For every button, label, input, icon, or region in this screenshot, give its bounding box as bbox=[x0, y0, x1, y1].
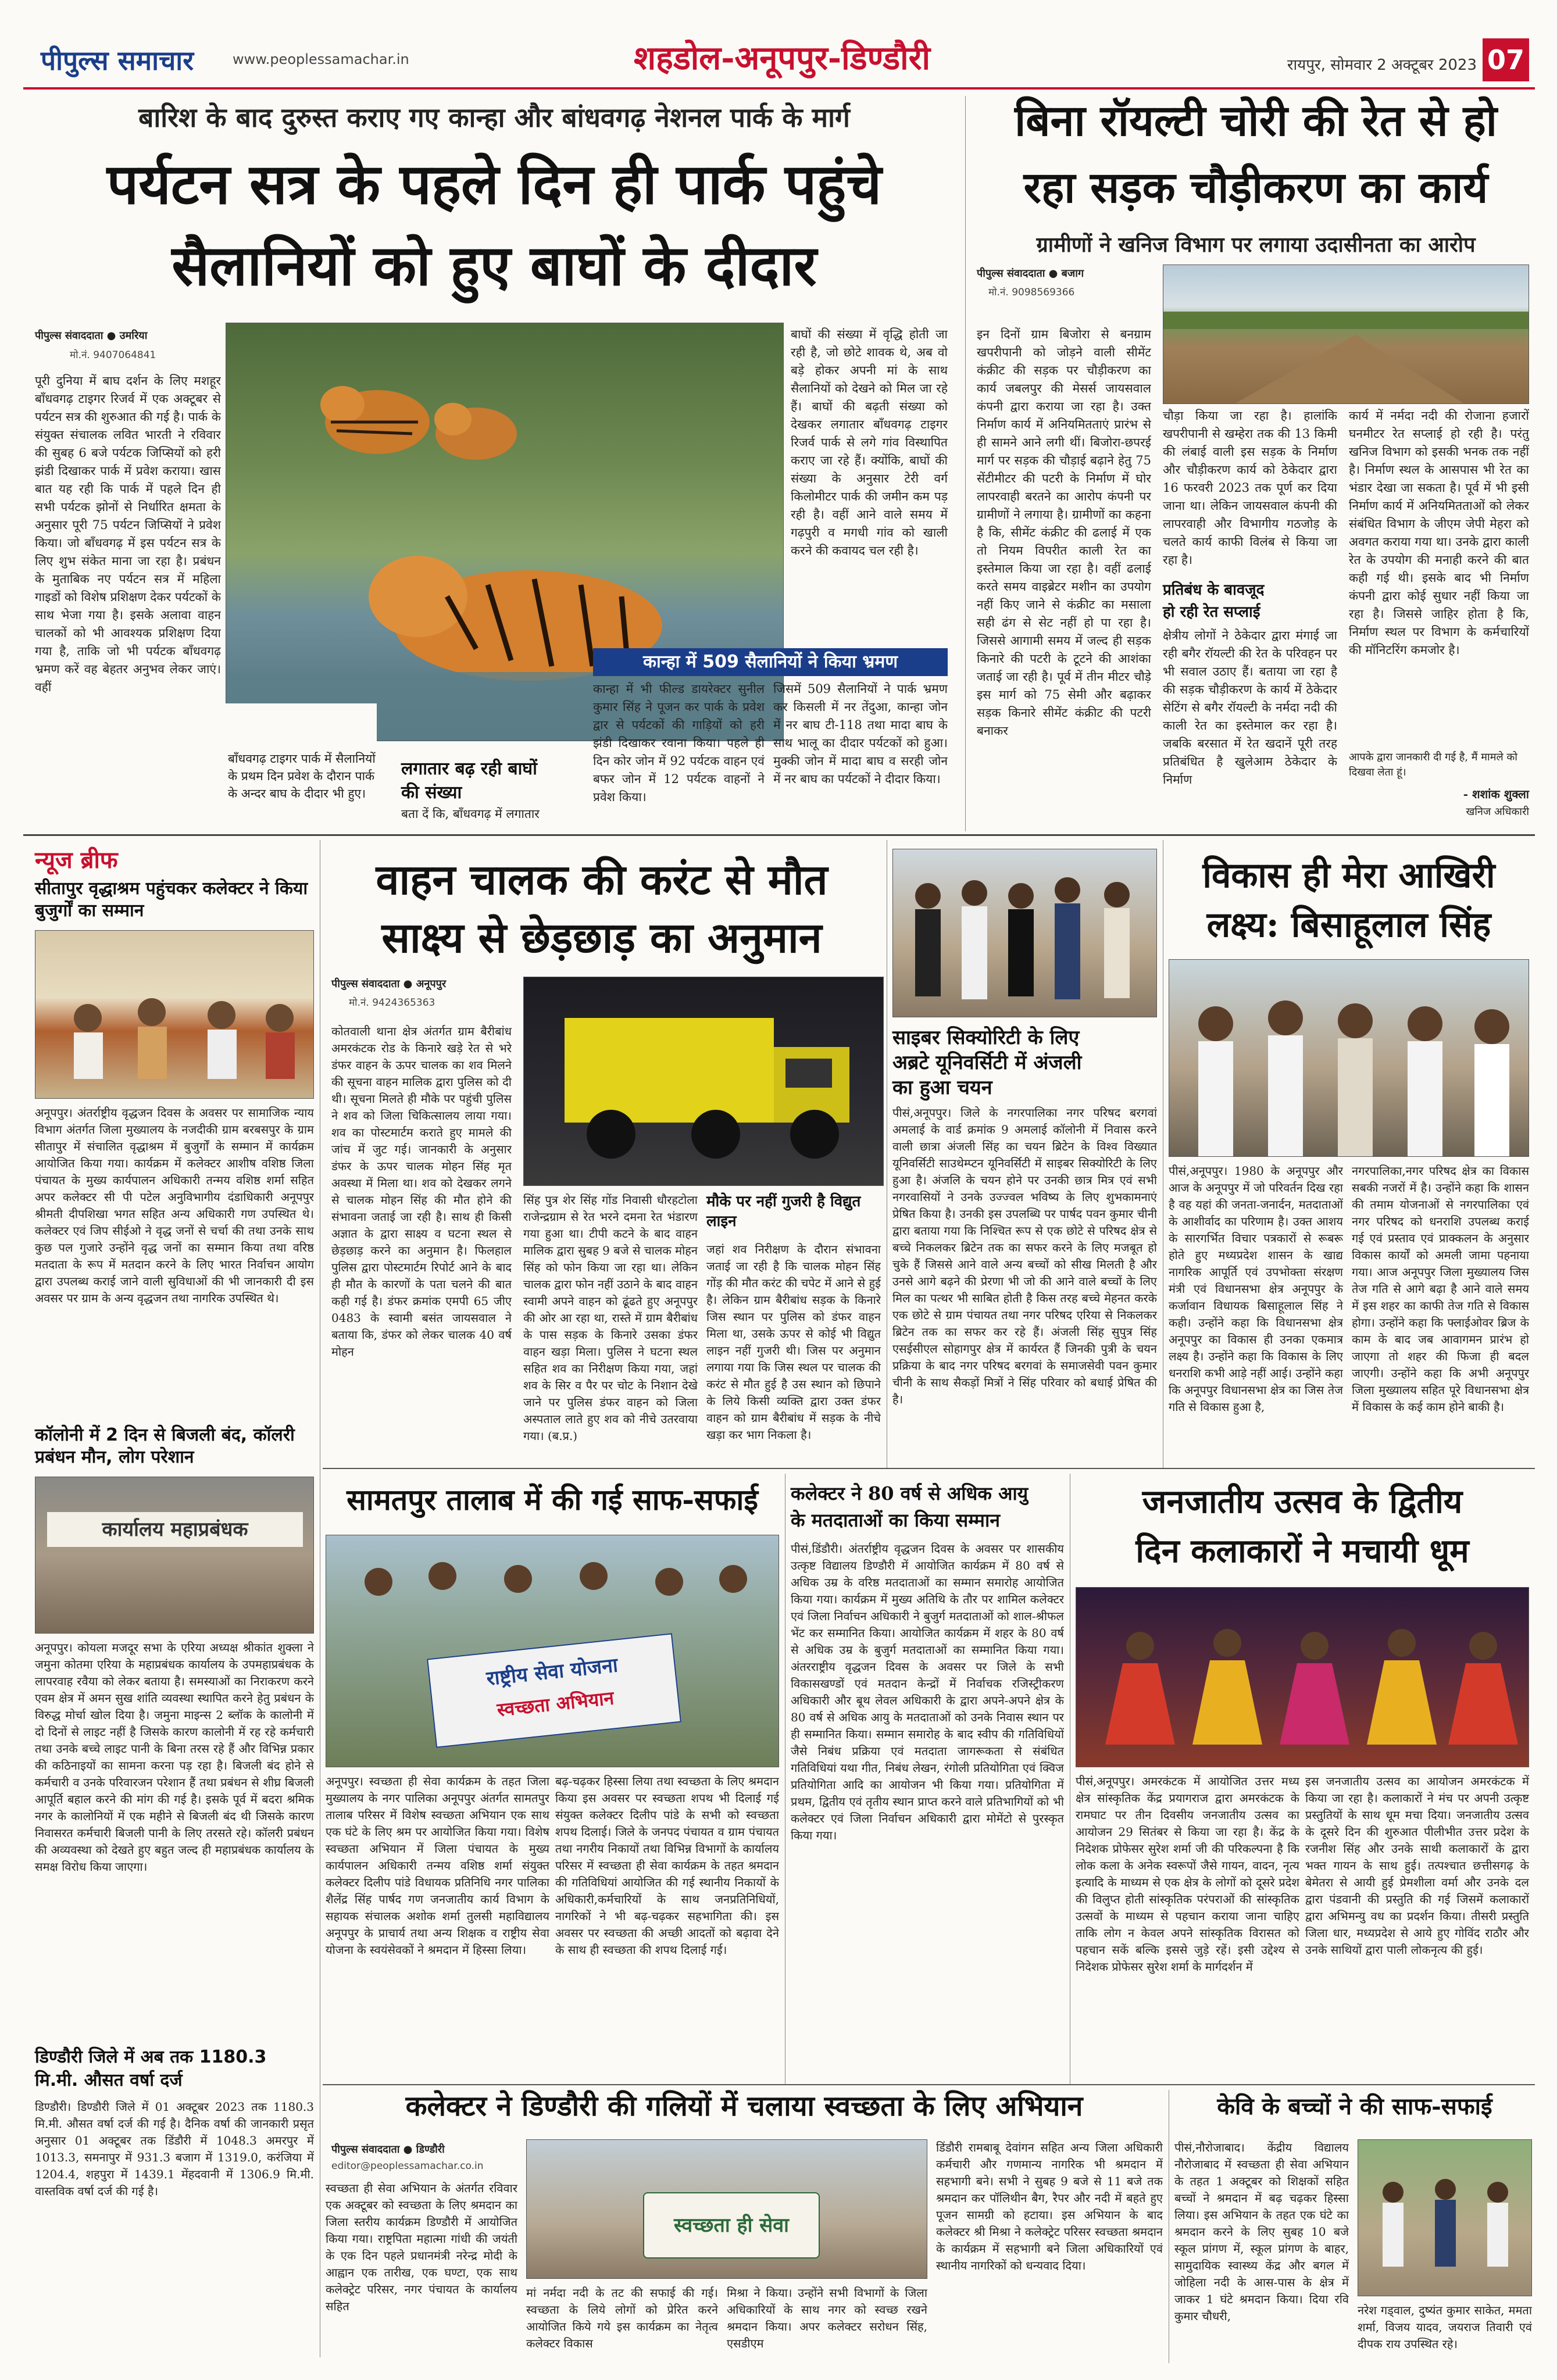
kanha-inset-band: कान्हा में 509 सैलानियों ने किया भ्रमण bbox=[593, 648, 948, 676]
lead-byline: पीपुल्स संवाददाता ● उमरिया bbox=[35, 330, 148, 342]
driver-photo-dumper bbox=[523, 977, 884, 1186]
lead-photo-caption: बाँधवगढ़ टाइगर पार्क में सैलानियों के प्रथम दिन प्रवेश के दौरान पार्क के अन्दर बाघ के दीदार भी हुए। bbox=[228, 752, 376, 801]
driver-mobile: मो.नं. 9424365363 bbox=[349, 997, 435, 1009]
dindori-byline: पीपुल्स संवाददाता ● डिण्डौरी bbox=[331, 2143, 445, 2156]
group-people-illustration bbox=[893, 849, 1157, 1017]
lead-mobile: मो.नं. 9407064841 bbox=[70, 349, 156, 361]
lead-photo-tigers bbox=[226, 323, 784, 741]
section-rule bbox=[323, 1468, 1535, 1469]
nss-banner-subtitle: स्वच्छता अभियान bbox=[495, 1686, 615, 1721]
dindori-col-2: मां नर्मदा नदी के तट की सफाई की गई। स्वच्छता के लिये लोगों को प्रेरित करने आयोजित किये गये इस कार्यक्रम का नेतृत्व कलेक्टर विकास bbox=[526, 2286, 718, 2350]
press-meet-illustration bbox=[1169, 960, 1529, 1157]
page-number: 07 bbox=[1483, 38, 1529, 81]
kvs-headline: केवि के बच्चों ने की साफ-सफाई bbox=[1217, 2093, 1492, 2120]
royalty-quote: आपके द्वारा जानकारी दी गई है, मैं मामले को दिखवा लेता हूं। bbox=[1349, 751, 1517, 778]
brief-3-title-1: डिण्डौरी जिले में अब तक 1180.3 bbox=[35, 2047, 267, 2067]
nss-banner bbox=[427, 1633, 681, 1748]
brief-1-text: अनूपपुर। अंतर्राष्ट्रीय वृद्धजन दिवस के अवसर पर सामाजिक न्याय विभाग अंतर्गत जिला मुख्यालय के नजदीकी ग्राम बरबसपुर के ग्राम सीतापुर में संचालित वृद्धाश्रम में बुजुर्गों के सम्मान में कार्यक्रम आयोजित किया गया। कार्यक्रम में कलेक्टर आशीष वशिष्ठ जिला पंचायत के मुख्य कार्यपालन अधिकारी तन्मय वशिष्ठ शर्मा सहित अपर कलेक्टर सी पी पटेल अनुविभागीय दंडाधिकारी अनूपपुर श्रीमती दीपशिखा भगत सहित अन्य अधिकारी गण उपस्थित थे। कलेक्टर एवं जिप सीईओ ने वृद्ध जनों से चर्चा की तथा उनके साथ कुछ पल गुजारे उन्होंने वृद्ध जनों का सम्मान किया तथा वरिष्ठ मतदाता के रूप में मतदान करने के लिए भारत निर्वाचन आयोग द्वारा उपलब्ध कराई जाने वाली सुविधाओं की भी जानकारी दी इस अवसर पर ग्राम के अन्य वृद्धजन तथा नागरिक उपस्थित थे। bbox=[35, 1106, 314, 1305]
brief-1-title: सीतापुर वृद्धाश्रम पहुंचकर कलेक्टर ने किया बुजुर्गों का सम्मान bbox=[35, 878, 308, 921]
driver-byline: पीपुल्स संवाददाता ● अनूपपुर bbox=[331, 978, 447, 990]
driver-col-1: कोतवाली थाना क्षेत्र अंतर्गत ग्राम बैरीबांध अमरकंटक रोड के किनारे खड़े रेत से भरे डंफर वाहन के ऊपर चालक का शव मिलने की सूचना वाहन मालिक द्वारा पुलिस को दी थी। सूचना मिलते ही मौके पर पहुंची पुलिस ने शव को जिला चिकित्सालय लाया गया। शव का पोस्टमार्टम कराते हुए मामले की जांच में जुट गई। जानकारी के अनुसार डंफर के ऊपर चालक मोहन सिंह मृत अवस्था में मिला था। शव को देखकर लगने से चालक मोहन सिंह की मौत होने की संभावना जताई जा रही है। साथ ही किसी अज्ञात के द्वारा साक्ष्य व घटना स्थल से छेड़छाड़ करने का अनुमान है। फिलहाल पुलिस द्वारा पोस्टमार्टम रिपोर्ट आने के बाद ही मौत के कारणों के पता चलने की बात कही गई है। डंफर क्रमांक एमपी 65 जीए 0483 के स्वामी बसंत जायसवाल ने बताया कि, डंफर को लेकर चालक 40 वर्ष मोहन bbox=[331, 1024, 512, 1359]
dindori-photo bbox=[526, 2139, 927, 2279]
cyber-headline-3: का हुआ चयन bbox=[892, 1076, 992, 1099]
royalty-headline-1: बिना रॉयल्टी चोरी की रेत से हो bbox=[1015, 96, 1497, 146]
voters-headline-1: कलेक्टर ने 80 वर्ष से अधिक आयु bbox=[791, 1482, 1029, 1505]
royalty-byline: पीपुल्स संवाददाता ● बजाग bbox=[977, 267, 1084, 280]
news-brief-label: न्यूज ब्रीफ bbox=[35, 847, 118, 874]
tribal-col-1: पीसं,अनूपपुर। अमरकंटक में आयोजित उत्तर मध्य क्षेत्र सांस्कृतिक केंद्र प्रयागराज द्वारा अमरकंटक के रामघाट पर तीन दिवसीय जनजातीय उत्सव का आयोजन 29 सितंबर से किया जा रहा है। केंद्र के निदेशक प्रोफेसर सुरेश शर्मा जी की परिकल्पना है कि लोक कला के अनेक स्वरूपों जैसे गायन, वादन, नृत्य इत्यादि के माध्यम से एक क्षेत्र के लोगों को दूसरे प्रदेश की विलुप्त होती सांस्कृतिक परंपराओं की सांस्कृतिक उत्सवों के माध्यम से पहचान कराया जाना चाहिए ताकि लोग न केवल अपने सांस्कृतिक विरासत को पहचान सकें बल्कि इससे जुड़े रहें। इसी उद्देश्य से निदेशक प्रोफेसर सुरेश शर्मा के मार्गदर्शन में bbox=[1076, 1774, 1299, 1974]
column-rule bbox=[965, 96, 966, 831]
students-illustration bbox=[1358, 2140, 1532, 2296]
bisahulal-headline-2: लक्ष्य: बिसाहूलाल सिंह bbox=[1206, 905, 1491, 945]
dindori-col-1: स्वच्छता ही सेवा अभियान के अंतर्गत रविवार एक अक्टूबर को स्वच्छता के लिए श्रमदान का जिला स्तरीय कार्यक्रम डिण्डौरी में आयोजित किया गया। राष्ट्रपिता महात्मा गांधी की जयंती के एक दिन पहले प्रधानमंत्री नरेन्द्र मोदी के आह्वान एक तारीख, एक घण्टा, एक साथ कलेक्ट्रेट परिसर, नगर पंचायत के कार्यालय सहित bbox=[326, 2181, 517, 2313]
cyber-photo-group bbox=[892, 849, 1157, 1017]
dumper-truck-illustration bbox=[524, 977, 884, 1186]
dindori-col-3: मिश्रा ने किया। उन्होंने सभी विभागों के जिला अधिकारियों के साथ नगर को स्वच्छ रखने श्रमदान किया। अपर कलेक्टर सरोधन सिंह, एसडीएम bbox=[727, 2286, 927, 2350]
kanha-inset-right: जिसमें 509 सैलानियों ने पार्क भ्रमण कर किसली में नर तेंदुआ, कान्हा जोन में नर बाघ टी-118 तथा मादा बाघ के साथ भालू का दीदार पर्यटकों को हुआ। मुक्की जोन में मादा बाघ व सरही जोन में नर बाघ का पर्यटकों ने दीदार किया। bbox=[773, 682, 948, 786]
brief-3-title-2: मि.मी. औसत वर्षा दर्ज bbox=[35, 2070, 183, 2090]
bisahulal-headline-1: विकास ही मेरा आखिरी bbox=[1202, 855, 1495, 896]
brief-2-title: कॉलोनी में 2 दिन से बिजली बंद, कॉलरी प्रबंधन मौन, लोग परेशान bbox=[35, 1425, 295, 1467]
lead-kicker: बारिश के बाद दुरुस्त कराए गए कान्हा और बांधवगढ़ नेशनल पार्क के मार्ग bbox=[138, 102, 850, 133]
royalty-photo-sand bbox=[1163, 265, 1529, 404]
dateline: रायपुर, सोमवार 2 अक्टूबर 2023 bbox=[1287, 56, 1477, 74]
royalty-headline-2: रहा सड़क चौड़ीकरण का कार्य bbox=[1023, 163, 1488, 213]
driver-headline-1: वाहन चालक की करंट से मौत bbox=[376, 855, 828, 904]
driver-col-3: जहां शव निरीक्षण के दौरान संभावना जताई जा रही है कि चालक मोहन सिंह गोंड़ की मौत करंट की चपेट में आने से हुई है। लेकिन ग्राम बैरीबांध सड़क के किनारे जिस स्थान पर पुलिस को डंफर वाहन मिला था, उसके ऊपर से कोई भी विद्युत लाइन नहीं गुजरी थी। जिस पर अनुमान लगाया गया कि जिस स्थल पर चालक की करंट से मौत हुई है उस स्थान को छिपाने के लिये किसी व्यक्ति द्वारा उक्त डंफर वाहन को ग्राम बैरीबांध में सड़क के नीचे खड़ा कर भाग निकला है। bbox=[706, 1242, 881, 1442]
tribal-headline-1: जनजातीय उत्सव के द्वितीय bbox=[1142, 1482, 1463, 1521]
elders-illustration bbox=[35, 931, 314, 1099]
kvs-photo bbox=[1358, 2139, 1532, 2296]
section-title: शहडोल-अनूपपुर-डिण्डौरी bbox=[634, 39, 931, 77]
royalty-quote-role: खनिज अधिकारी bbox=[1466, 806, 1529, 818]
dindori-headline: कलेक्टर ने डिण्डौरी की गलियों में चलाया स्वच्छता के लिए अभियान bbox=[405, 2090, 1083, 2122]
royalty-mobile: मो.नं. 9098569366 bbox=[988, 287, 1075, 298]
nss-banner-title: राष्ट्रीय सेवा योजना bbox=[485, 1653, 619, 1691]
bisahulal-col-2: नगरपालिका,नगर परिषद क्षेत्र का विकास सबकी नजरों में है। उन्होंने कहा कि शासन की तमाम योजनाओं से नगरपालिका एवं नगर परिषद को धनराशि उपलब्ध कराई गई एवं प्रस्ताव एवं प्राक्कलन के अनुसार विकास कार्यों को अमली जामा पहनाया गया। आज अनूपपुर जिला मुख्यालय जिस तेज गति से आगे बढ़ा है आने वाले समय में इस शहर का काफी तेज गति से विकास होगा। उन्होंने कहा कि फ्लाईओवर ब्रिज के काम के बाद जब आवागमन प्रारंभ हो जाएगा तो शहर की फिजा ही बदल जाएगी। उन्होंने कहा कि अभी अनूपपुर जिला मुख्यालय सहित पूरे विधानसभा क्षेत्र में विकास के कई काम होने बाकी है। bbox=[1352, 1164, 1529, 1414]
masthead-logo[interactable]: पीपुल्स समाचार bbox=[41, 45, 194, 76]
samatpur-col-2: बढ़-चढ़कर हिस्सा लिया तथा स्वच्छता के लिए श्रमदान किया इस अवसर पर स्वच्छता शपथ भी दिलाई गई संयुक्त कलेक्टर दिलीप पांडे के सभी को स्वच्छता शपथ दिलाई। जिले के जनपद पंचायत व ग्राम पंचायत तथा नगरीय निकायों तथा विभिन्न विभागों के कार्यालय परिसर में स्वच्छता ही सेवा कार्यक्रम के तहत श्रमदान की गतिविधियां आयोजित की गई स्थानीय निकायों के अधिकारी,कर्मचारियों के साथ जनप्रतिनिधियों, नागरिकों ने भी बढ़-चढ़कर सहभागिता की। इस अवसर पर स्वच्छता की अच्छी आदतों को बढ़ावा देने के साथ ही स्वच्छता की शपथ दिलाई गई। bbox=[555, 1774, 779, 1957]
brief-3-text: डिण्डौरी। डिण्डौरी जिले में 01 अक्टूबर 2023 तक 1180.3 मि.मी. औसत वर्षा दर्ज की गई है। दैनिक वर्षा की जानकारी प्रसृत अनुसार 01 अक्टूबर तक डिंडौरी में 1048.3 अमरपुर में 1013.3, समनापुर में 931.3 बजाग में 1319.0, करंजिया में 1204.4, शहपुरा में 1439.1 मेंहदवानी में 1306.9 मि.मी. वास्तविक वर्षा दर्ज की गई है। bbox=[35, 2100, 314, 2198]
samatpur-headline: सामतपुर तालाब में की गई साफ-सफाई bbox=[347, 1482, 758, 1517]
royalty-col-3: कार्य में नर्मदा नदी की रोजाना हजारों घनमीटर रेत सप्लाई हो रही है। परंतु खनिज विभाग को इसकी भनक तक नहीं है। निर्माण स्थल के आसपास भी रेत का भंडार देखा जा सकता है। पूर्व में भी इसी निर्माण कार्य में अनियमितताओं को लेकर संबंधित विभाग के जीएम जेपी मेहरा को अवगत कराया गया था। उनके द्वारा काली रेत के उपयोग की मनाही करने की बात कही गई थी। इसके बाद भी निर्माण कंपनी द्वारा कोई सुधार नहीं किया जा रहा है। जिससे जाहिर होता है कि, निर्माण स्थल पर विभाग के कर्मचारियों की मॉनिटरिंग कमजोर है। bbox=[1349, 409, 1529, 657]
samatpur-photo bbox=[326, 1535, 779, 1767]
lead-sub-kicker: लगातार बढ़ रही बाघों की संख्या bbox=[401, 759, 537, 803]
brief-2-text: अनूपपुर। कोयला मजदूर सभा के एरिया अध्यक्ष श्रीकांत शुक्ला ने जमुना कोतमा एरिया के महाप्रबंधक कार्यालय के उपमहाप्रबंधक के लापरवाह रवैया को लेकर बताया है। समस्याओं का निराकरण करने एवम क्षेत्र में अमन सुख शांति व्यवस्था स्थापित करने हेतु प्रबंधन के विरुद्ध मोर्चा खोल दिया है। जमुना माइन्स 2 ब्लॉक के कालोनी में दो दिनों से लाइट नहीं है जिसके कारण कालोनी में रह रहे कर्मचारी तथा उनके बच्चे लाइट पानी के बिना तरस रहे हैं और विभिन्न प्रकार की कठिनाइयों का सामना करना पड़ रहा है। बिजली बंद होने से कर्मचारी व उनके परिवारजन परेशान हैं तथा प्रबंधन से शीघ्र बिजली आपूर्ति बहाल करने की मांग की गई है। इसके पूर्व में बदरा श्रमिक नगर के कालोनियों में एक महीने से बिजली बंद थी जिसके कारण निवासरत कर्मचारी बिजली पानी के लिए तरसते रहे। कॉलरी प्रबंधन की अव्यवस्था को देखते हुए बहुत जल्द ही महाप्रबंधक कार्यालय के समक्ष विरोध किया जाएगा। bbox=[35, 1641, 314, 1874]
samatpur-col-1: अनूपपुर। स्वच्छता ही सेवा कार्यक्रम के तहत जिला मुख्यालय के नगर पालिका अनूपपुर अंतर्गत सामतपुर तालाब परिसर में विशेष स्वच्छता अभियान एक साथ एक घंटे के लिए श्रम पर आयोजित किया गया। विशेष स्वच्छता अभियान में जिला पंचायत के मुख्य कार्यपालन अधिकारी तन्मय वशिष्ठ शर्मा संयुक्त कलेक्टर दिलीप पांडे विधायक प्रतिनिधि नगर पालिका शैलेंद्र सिंह पार्षद गण जनजातीय कार्य विभाग के सहायक संचालक अशोक शर्मा तुलसी महाविद्यालय अनूपपुर के प्राचार्य तथा अन्य शिक्षक व राष्ट्रीय सेवा योजना के स्वयंसेवकों ने श्रमदान में हिस्सा लिया। bbox=[326, 1774, 549, 1957]
lead-headline-2: सैलानियों को हुए बाघों के दीदार bbox=[172, 233, 817, 298]
tribal-col-2: इस जनजातीय उत्सव का आयोजन अमरकंटक में किया जा रहा है। कलाकारों ने मंच पर अपनी उत्कृष्ट प्रस्तुतियों के साथ धूम मचा दिया। जनजातीय उत्सव के दूसरे दिन की शुरुआत पीलीभीत उत्तर प्रदेश के रजनीश सिंह और उनके साथी कलाकारों के द्वारा भक्त गायन के साथ हुई। तत्पश्चात छत्तीसगढ़ के बेमेतरा से आयी हुई प्रेमशीला वर्मा और उनके दल द्वारा पंडवानी की प्रस्तुति की गई जिसमें कलाकारों द्वारा अभिमन्यु वध का प्रदर्शन किया। तीसरी प्रस्तुति जिला धार, मध्यप्रदेश से आये हुए गोविंद राठौर और उनके साथियों द्वारा पाली लोकनृत्य की हुई। bbox=[1305, 1774, 1529, 1957]
royalty-col-1: इन दिनों ग्राम बिजोरा से बनग्राम खपरीपानी को जोड़ने वाली सीमेंट कंक्रीट की सड़क पर चौड़ीकरण का कार्य जबलपुर की मेसर्स जायसवाल कंपनी द्वारा कराया जा रहा है। उक्त निर्माण कार्य में अनियमितताएं प्रारंभ से ही सामने आने लगी थीं। बिजोरा-छपरई मार्ग पर सड़क की चौड़ाई बढ़ाने हेतु 75 सेंटीमीटर की पटरी के निर्माण में घोर लापरवाही बरतने का आरोप कंपनी पर ग्रामीणों ने लगाया है। ग्रामीणों का कहना है कि, सीमेंट कंक्रीट की ढलाई में एक तो नियम विपरीत काली रेत का इस्तेमाल किया जा रहा है। वहीं ढलाई करते समय वाइब्रेटर मशीन का उपयोग नहीं किए जाने से कंक्रीट का मसाला सही ढंग से सेट नहीं हो पा रहा है। जिससे आगामी समय में जल्द ही सड़क किनारे की पटरी के टूटने की आशंका जताई जा रही है। पूर्व में तीन मीटर चौड़े इस मार्ग को 75 सेमी और बढ़ाकर सड़क किनारे सीमेंट कंक्रीट की पटरी बनाकर bbox=[977, 327, 1151, 738]
masthead-rule bbox=[23, 87, 1535, 90]
lead-col-3: बाघों की संख्या में वृद्धि होती जा रही है, जो छोटे शावक थे, अब वो बड़े होकर अपनी मां के साथ सैलानियों को देखने को मिल जा रहे हैं। बाघों की बढ़ती संख्या को देखकर लगातार बाँधवगढ़ टाइगर रिजर्व पार्क से लगे गांव विस्थापित कराए जा रहे हैं। क्योंकि, बाघों की संख्या के अनुसार टेरी वर्ग किलोमीटर पार्क की जमीन कम पड़ रही है। वहीं आने वाले समय में गढ़पुरी व मगधी गांव को खाली करने की कवायद चल रही है। bbox=[791, 327, 948, 558]
brief-2-photo bbox=[35, 1477, 314, 1634]
bisahulal-photo bbox=[1169, 959, 1529, 1157]
section-rule bbox=[323, 2084, 1535, 2085]
driver-col-2: सिंह पुत्र शेर सिंह गोंड निवासी धौरहटोला राजेन्द्रग्राम से रेत भरने दमना रेत भंडारण गया हुआ था। टीपी कटने के बाद वाहन मालिक द्वारा सुबह 9 बजे से चालक मोहन सिंह को फोन किया जा रहा था। लेकिन चालक द्वारा फोन नहीं उठाने के बाद वाहन स्वामी अपने वाहन को ढूंढते हुए अनूपपुर की ओर आ रहा था, रास्ते में ग्राम बैरीबांध के पास सड़क के किनारे उसका डंफर वाहन खड़ा मिला। पुलिस ने घटना स्थल सहित शव का निरीक्षण किया गया, जहां शव के सिर व पैर पर चोट के निशान देखे जाने पर पुलिस डंफर वाहन को जिला अस्पताल लाते हुए शव को नीचे उतरवाया गया। (ब.प्र.) bbox=[523, 1193, 698, 1443]
driver-headline-2: साक्ष्य से छेड़छाड़ का अनुमान bbox=[381, 913, 822, 962]
kanha-inset-left: कान्हा में भी फील्ड डायरेक्टर सुनील कुमार सिंह ने पूजन कर पार्क के प्रवेश द्वार से पर्यटकों की गाड़ियों को हरी झंडी दिखाकर रवाना किया। पहले ही दिन कोर जोन में 92 पर्यटक वाहन एवं बफर जोन में 12 पर्यटक वाहनों ने प्रवेश किया। bbox=[593, 682, 765, 804]
lead-headline-1: पर्यटन सत्र के पहले दिन ही पार्क पहुंचे bbox=[106, 151, 882, 217]
lead-sub-text: बता दें कि, बाँधवगढ़ में लगातार bbox=[401, 807, 540, 821]
kvs-text-2: नरेश गड्वाल, दुष्यंत कुमार साकेत, ममता शर्मा, विजय यादव, जयराज तिवारी एवं दीपक राय उपस्थित रहे। bbox=[1358, 2303, 1532, 2351]
driver-sub-kicker: मौके पर नहीं गुजरी है विद्युत लाइन bbox=[706, 1193, 861, 1230]
cyber-headline-1: साइबर सिक्योरिटी के लिए bbox=[892, 1026, 1080, 1049]
section-rule bbox=[23, 834, 1535, 836]
brief-1-photo bbox=[35, 930, 314, 1099]
royalty-quote-name: - शशांक शुक्ला bbox=[1463, 787, 1529, 801]
voters-headline-2: के मतदाताओं का किया सम्मान bbox=[791, 1509, 1000, 1531]
dindori-col-4: डिंडौरी रामबाबू देवांगन सहित अन्य जिला अधिकारी कर्मचारी और गणमान्य नागरिक भी श्रमदान में सहभागी बने। सभी ने सुबह 9 बजे से 11 बजे तक श्रमदान कर पॉलिथीन बैग, रैपर और नदी में बहते हुए पूजन सामग्री को हटाया। इस अभियान के बाद कलेक्टर श्री मिश्रा ने कलेक्ट्रेट परिसर स्वच्छता श्रमदान के कार्यक्रम में सहभागी बने जिला अधिकारियों एवं स्थानीय नागरिकों को धन्यवाद दिया। bbox=[936, 2140, 1163, 2272]
royalty-sub-kicker-2: हो रही रेत सप्लाई bbox=[1163, 603, 1260, 621]
tribal-headline-2: दिन कलाकारों ने मचायी धूम bbox=[1135, 1532, 1469, 1570]
office-signboard: कार्यालय महाप्रबंधक bbox=[47, 1512, 303, 1547]
dancers-illustration bbox=[1076, 1588, 1529, 1767]
tiger-illustration bbox=[226, 323, 784, 741]
swachhata-banner: स्वच्छता ही सेवा bbox=[643, 2192, 820, 2259]
bisahulal-col-1: पीसं,अनूपपुर। 1980 के अनूपपुर और आज के अनूपपुर में जो परिवर्तन दिख रहा है वह यहां की जनता-जनार्दन, मतदाताओं के आशीर्वाद का परिणाम है। उक्त आशय के सारगर्भित विचार पत्रकारों से रूबरू होते हुए मध्यप्रदेश शासन के खाद्य नागरिक आपूर्ति एवं उपभोक्ता संरक्षण मंत्री एवं विधानसभा क्षेत्र अनूपपुर के कर्जावान विधायक बिसाहूलाल सिंह ने कही। उन्होंने कहा कि विधानसभा क्षेत्र अनूपपुर का विकास ही उनका एकमात्र लक्ष्य है। उन्होंने कहा कि विकास के लिए धनराशि कभी आड़े नहीं आई। उन्होंने कहा कि अनूपपुर विधानसभा क्षेत्र का जिस तेज गति से विकास हुआ है, bbox=[1169, 1164, 1343, 1414]
sand-pile-illustration bbox=[1163, 265, 1529, 404]
royalty-kicker: ग्रामीणों ने खनिज विभाग पर लगाया उदासीनता का आरोप bbox=[1036, 233, 1476, 257]
dindori-email[interactable]: editor@peoplessamachar.co.in bbox=[331, 2160, 484, 2172]
voters-text: पीसं,डिंडौरी। अंतर्राष्ट्रीय वृद्धजन दिवस के अवसर पर शासकीय उत्कृष्ट विद्यालय डिण्डौरी में आयोजित कार्यक्रम में 80 वर्ष से अधिक उम्र के वरिष्ठ मतदाताओं का सम्मान समारोह आयोजित किया गया। कार्यक्रम में मुख्य अतिथि के तौर पर शामिल कलेक्टर एवं जिला निर्वाचन अधिकारी ने बुजुर्ग मतदाताओं को शाल-श्रीफल भेंट कर सम्मानित किया। आयोजित कार्यक्रम में शहर के 80 वर्ष से अधिक उम्र के बुजुर्ग मतदाताओं का सम्मानित किया गया। अंतरराष्ट्रीय वृद्धजन दिवस के अवसर पर जिले के सभी विकासखण्डों एवं मतदान केन्द्रों में निर्वाचक रजिस्ट्रीकरण अधिकारी और बूथ लेवल अधिकारी के द्वारा अपने-अपने क्षेत्र के 80 वर्ष से अधिक आयु के मतदाताओं को उनके निवास स्थान पर ही सम्मानित किया। सम्मान समारोह के बाद स्वीप की गतिविधियों जैसे निबंध प्रक्रिया एवं मतदाता जागरूकता से संबंधित गतिविधियां यथा गीत, निबंध लेखन, रंगोली प्रतियोगिता एवं क्विज प्रतियोगिता आदि का आयोजन भी किया गया। प्रतियोगिता में प्रथम, द्वितीय एवं तृतीय स्थान प्राप्त करने वाले प्रतिभागियों को भी कलेक्टर एवं जिला निर्वाचन अधिकारी द्वारा मोमेंटो से पुरस्कृत किया गया। bbox=[791, 1542, 1064, 1842]
royalty-col-2b: क्षेत्रीय लोगों ने ठेकेदार द्वारा मंगाई जा रही बगैर रॉयल्टी की रेत के परिवहन पर भी सवाल उठाए हैं। बताया जा रहा है की सड़क चौड़ीकरण के कार्य में ठेकेदार सेटिंग से बगैर रॉयल्टी के नर्मदा नदी की काली रेत का इस्तेमाल कर रहा है। जबकि बरसात में रेत खदानें पूरी तरह प्रतिबंधित है खुलेआम ठेकेदार के निर्माण bbox=[1163, 628, 1337, 787]
volunteers-illustration bbox=[326, 1535, 779, 1646]
royalty-col-2: चौड़ा किया जा रहा है। हालांकि खपरीपानी से खम्हेरा तक की 13 किमी की लंबाई वाली इस सड़क के निर्माण और चौड़ीकरण कार्य को ठेकेदार द्वारा 16 फरवरी 2023 तक पूर्ण कर दिया जाना था। लेकिन जायसवाल कंपनी की लापरवाही और विभागीय गठजोड़ के चलते कार्य काफी विलंब से किया जा रहा है। bbox=[1163, 409, 1337, 567]
cyber-headline-2: अब्रटे यूनिवर्सिटी में अंजली bbox=[892, 1051, 1082, 1074]
tribal-photo bbox=[1076, 1587, 1529, 1767]
lead-col-1: पूरी दुनिया में बाघ दर्शन के लिए मशहूर बाँधवगढ़ टाइगर रिजर्व में एक अक्टूबर से पर्यटन सत्र की शुरुआत की गई है। पार्क के संयुक्त संचालक लवित भारती ने रविवार की सुबह 6 बजे पर्यटक जिप्सियों को हरी झंडी दिखाकर पार्क में प्रवेश कराया। खास बात यह रही कि पार्क में पहले दिन ही सभी पर्यटक झोनों से निर्धारित क्षमता के अनुसार पूरी 75 पर्यटन जिप्सियों ने प्रवेश किया। जो बाँधवगढ़ में इस पर्यटन सत्र के लिए शुभ संकेत माना जा रहा है। प्रबंधन के मुताबिक नए पर्यटन सत्र में महिला गाइडों को विशेष प्रशिक्षण देकर पर्यटकों के साथ भेजा गया है। इसके अलावा वाहन चालकों को भी आवश्यक प्रशिक्षण दिया गया है, ताकि जो भी पर्यटक बाँधवगढ़ भ्रमण करें वह बेहतर अनुभव लेकर जाएं। वहीं bbox=[35, 374, 221, 694]
cyber-text: पीसं,अनूपपुर। जिले के नगरपालिका नगर परिषद बरगवां अमलाई के वार्ड क्रमांक 9 अमलाई कॉलोनी में निवास करने वाली छात्रा अंजली सिंह का चयन ब्रिटेन के विश्व विख्यात यूनिवर्सिटी साउथेम्प्टन यूनिवर्सिटी में साइबर सिक्योरिटी के लिए हुआ है। अंजलि के चयन होने पर उनकी छात्र मित्र एवं सभी नगरवासियों ने उनके उज्ज्वल भविष्य के लिए शुभकामनाएं प्रेषित किया है। उनकी इस उपलब्धि पर पार्षद पवन कुमार चीनी द्वारा बताया गया कि निश्चित रूप से एक छोटे से परिषद क्षेत्र से बच्चे निकलकर ब्रिटेन तक का सफर करने के लिए मजबूत हो चुके हैं जिससे आने वाले अन्य बच्चों को सीख मिलती है और उनसे आगे बढ़ने की प्रेरणा भी जो की आने वाले बच्चों के लिए मिल का पत्थर भी साबित होती है किस तरह बच्चे मेहनत करके एक छोटे से ग्राम पंचायत तथा नगर परिषद एरिया से निकलकर ब्रिटेन तक का सफर कर रहे हैं। अंजली सिंह सुपुत्र सिंह एसईसीएल सोहागपुर क्षेत्र में कार्यरत हैं जिनकी पुत्री के चयन प्रक्रिया के बाद नगर परिषद बरगवां के समाजसेवी पवन कुमार चीनी के साथ सैकड़ों मित्रों ने सिंह परिवार को बधाई प्रेषित की है। bbox=[892, 1106, 1157, 1406]
kvs-text: पीसं,नौरोजाबाद। केंद्रीय विद्यालय नौरोजाबाद में स्वच्छता ही सेवा अभियान के तहत 1 अक्टूबर को शिक्षकों सहित बच्चों ने श्रमदान में बढ़ चढ़कर हिस्सा लिया। इस अभियान के तहत एक घंटे का श्रमदान करने के लिए सुबह 10 बजे स्कूल प्रांगण में, स्कूल प्रांगण के बाहर, सामुदायिक स्वास्थ्य केंद्र और बगल में जोहिला नदी के आस-पास के क्षेत्र में जाकर 1 घंटे श्रमदान किया। दिया रवि कुमार चौधरी, bbox=[1174, 2140, 1349, 2323]
royalty-sub-kicker-1: प्रतिबंध के बावजूद bbox=[1163, 581, 1265, 599]
website-link[interactable]: www.peoplessamachar.in bbox=[233, 51, 409, 67]
